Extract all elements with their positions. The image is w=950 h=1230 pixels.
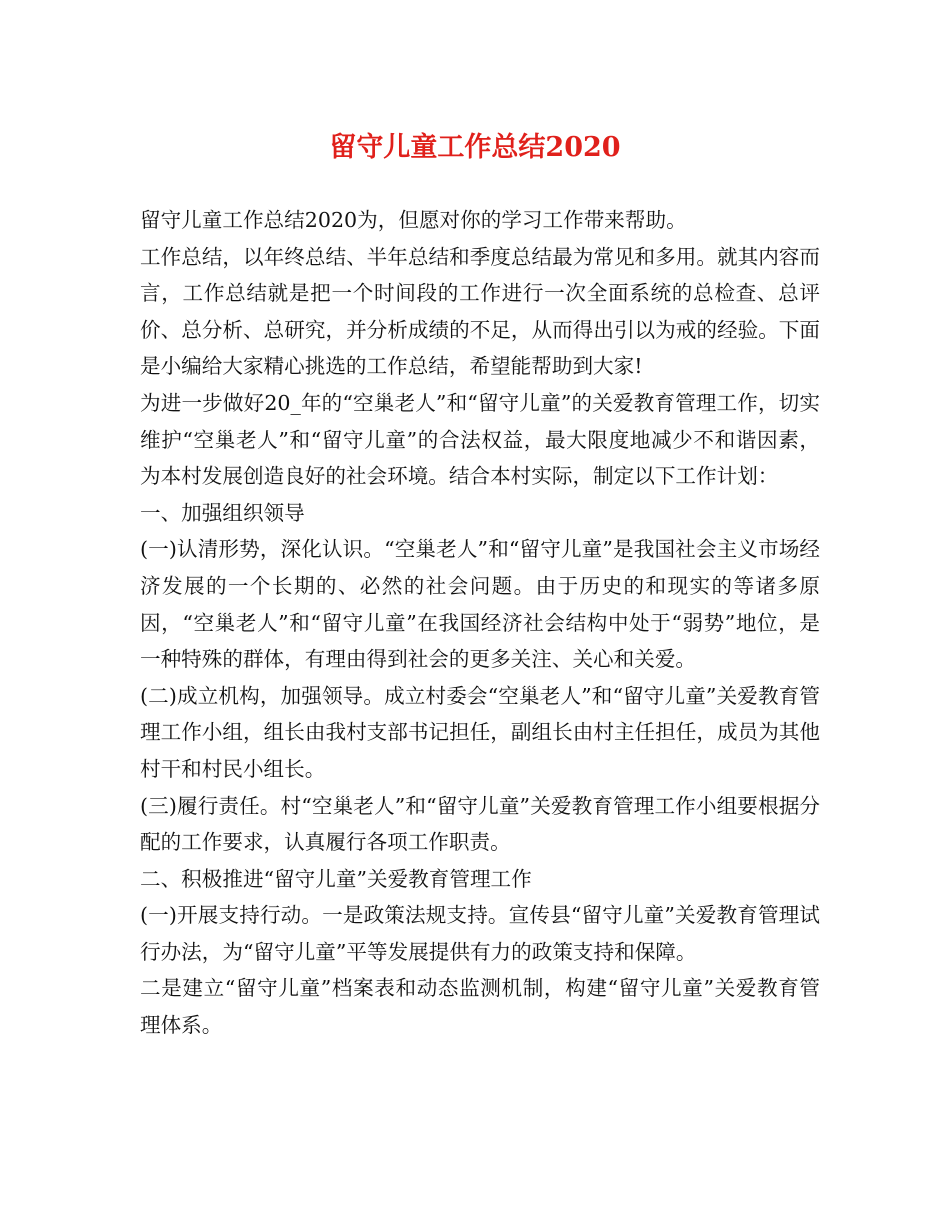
paragraph-1-3: (三)履行责任。村“空巢老人”和“留守儿童”关爱教育管理工作小组要根据分配的工作要求，认真履行各项工作职责。	[140, 793, 820, 855]
document-body	[140, 202, 820, 1044]
paragraph-summary-definition: 工作总结，以年终总结、半年总结和季度总结最为常见和多用。就其内容而言，工作总结就是把一个时间段的工作进行一次全面系统的总检查、总评价、总分析、总研究，并分析成绩的不足，从而得出引以为戒的经验。下面是小编给大家精心挑选的工作总结，希望能帮助到大家!	[140, 244, 820, 379]
paragraph-2-1: (一)开展支持行动。一是政策法规支持。宣传县“留守儿童”关爱教育管理试行办法，为“留守儿童”平等发展提供有力的政策支持和保障。	[140, 903, 820, 964]
paragraph-plan-intro: 为进一步做好20_年的“空巢老人”和“留守儿童”的关爱教育管理工作，切实维护“空巢老人”和“留守儿童”的合法权益，最大限度地减少不和谐因素，为本村发展创造良好的社会环境。结合本村实际，制定以下工作计划：	[140, 390, 820, 489]
document-title: 留守儿童工作总结2020	[329, 132, 621, 163]
paragraph-1-1: (一)认清形势，深化认识。“空巢老人”和“留守儿童”是我国社会主义市场经济发展的一个长期的、必然的社会问题。由于历史的和现实的等诸多原因，“空巢老人”和“留守儿童”在我国经济社会结构中处于“弱势”地位，是一种特殊的群体，有理由得到社会的更多关注、关心和关爱。	[140, 537, 820, 672]
section-heading-2: 二、积极推进“留守儿童”关爱教育管理工作	[140, 866, 532, 891]
section-heading-1: 一、加强组织领导	[140, 500, 305, 525]
paragraph-intro: 留守儿童工作总结2020为，但愿对你的学习工作带来帮助。	[140, 208, 687, 232]
paragraph-1-2: (二)成立机构，加强领导。成立村委会“空巢老人”和“留守儿童”关爱教育管理工作小组，组长由我村支部书记担任，副组长由村主任担任，成员为其他村干和村民小组长。	[140, 683, 820, 781]
paragraph-2-1-b: 二是建立“留守儿童”档案表和动态监测机制，构建“留守儿童”关爱教育管理体系。	[140, 976, 820, 1038]
